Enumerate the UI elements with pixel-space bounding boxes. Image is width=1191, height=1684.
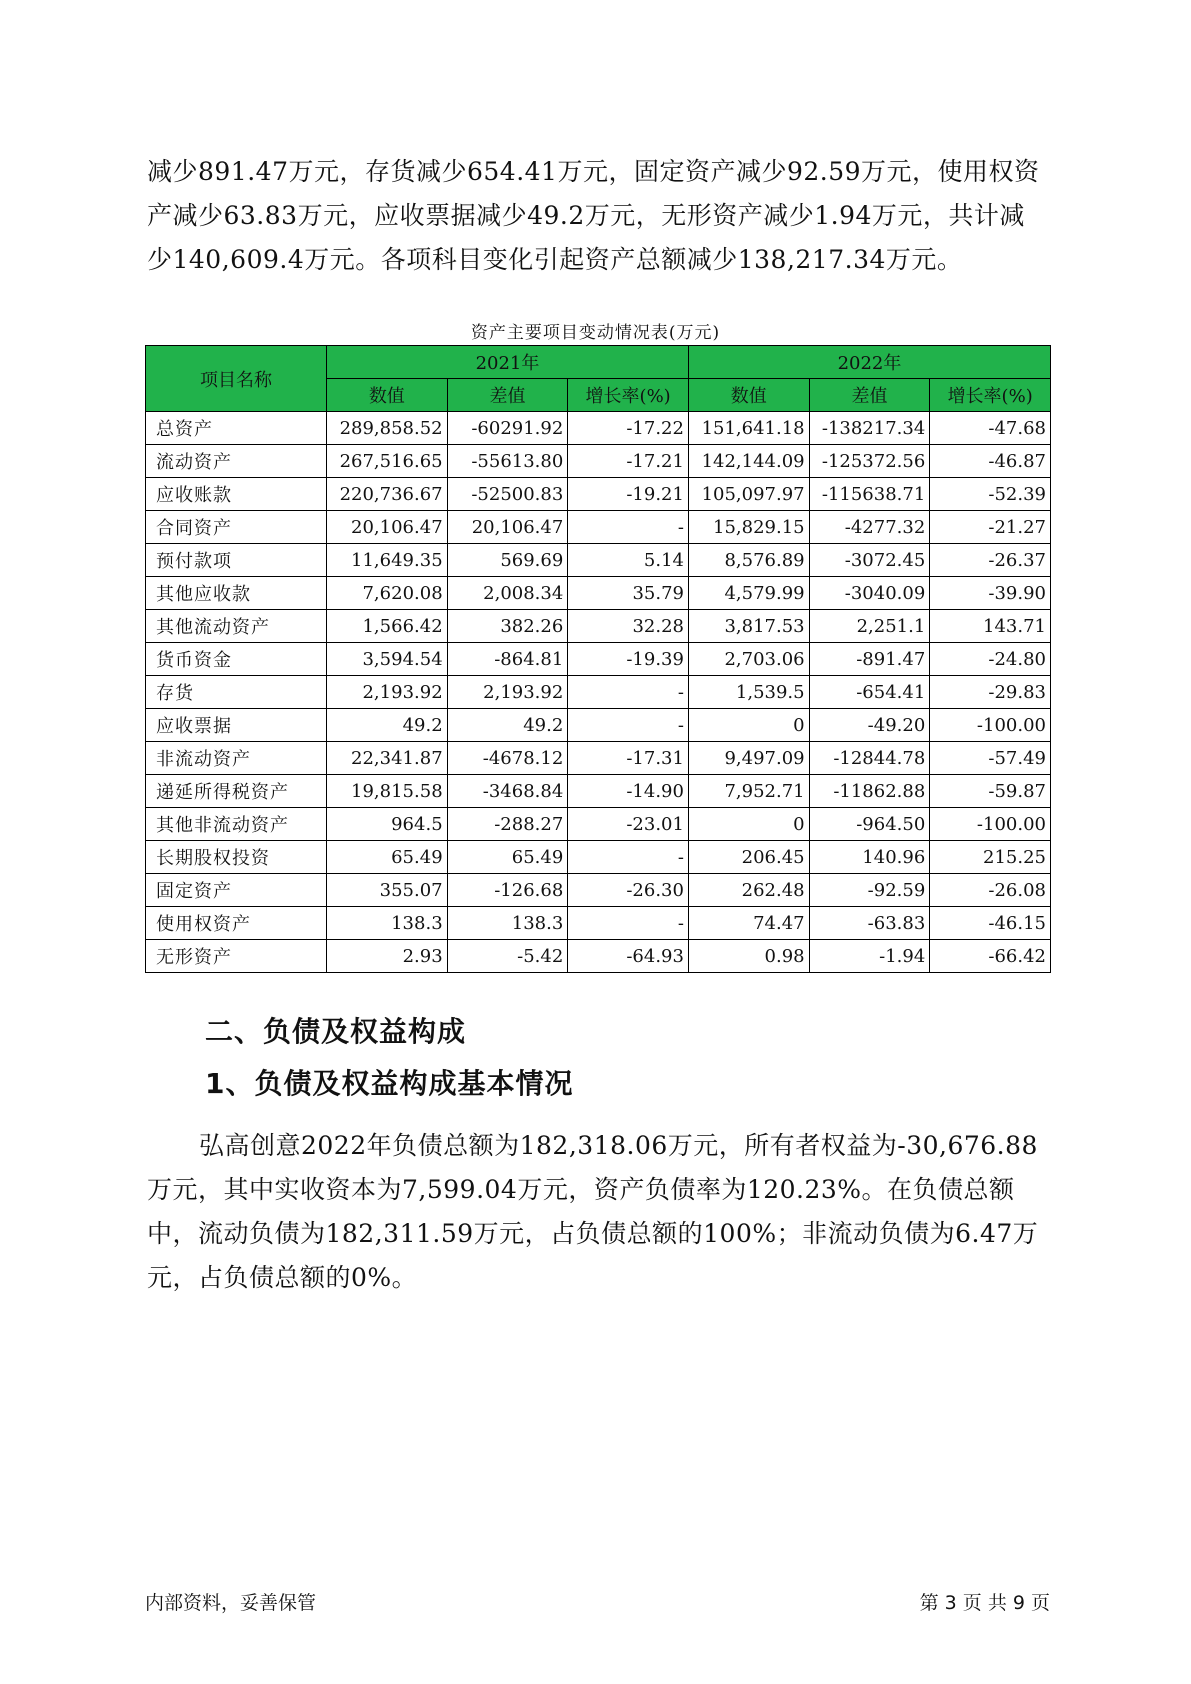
diff-2022: -891.47 (809, 643, 930, 676)
rate-2022: -59.87 (930, 775, 1051, 808)
value-2021: 65.49 (326, 841, 447, 874)
diff-2022: -3040.09 (809, 577, 930, 610)
diff-2021: 569.69 (447, 544, 568, 577)
value-2021: 49.2 (326, 709, 447, 742)
value-2022: 74.47 (688, 907, 809, 940)
diff-2022: -49.20 (809, 709, 930, 742)
rate-2021: - (568, 511, 689, 544)
row-name: 其他流动资产 (146, 610, 327, 643)
header-rate: 增长率(%) (930, 379, 1051, 412)
table-row (146, 511, 1051, 544)
rate-2022: -66.42 (930, 940, 1051, 973)
row-name: 预付款项 (146, 544, 327, 577)
header-diff: 差值 (809, 379, 930, 412)
value-2022: 1,539.5 (688, 676, 809, 709)
diff-2022: -138217.34 (809, 412, 930, 445)
row-name: 其他应收款 (146, 577, 327, 610)
header-value: 数值 (326, 379, 447, 412)
header-rate: 增长率(%) (568, 379, 689, 412)
value-2022: 151,641.18 (688, 412, 809, 445)
table-row (146, 808, 1051, 841)
header-diff: 差值 (447, 379, 568, 412)
value-2021: 22,341.87 (326, 742, 447, 775)
subsection-heading: 1、负债及权益构成基本情况 (205, 1067, 574, 1100)
header-item-name: 项目名称 (146, 346, 327, 412)
rate-2022: -46.87 (930, 445, 1051, 478)
diff-2021: -864.81 (447, 643, 568, 676)
value-2022: 9,497.09 (688, 742, 809, 775)
value-2022: 206.45 (688, 841, 809, 874)
rate-2021: 5.14 (568, 544, 689, 577)
row-name: 合同资产 (146, 511, 327, 544)
section-heading: 二、负债及权益构成 (205, 1015, 467, 1048)
diff-2021: -3468.84 (447, 775, 568, 808)
value-2022: 15,829.15 (688, 511, 809, 544)
value-2021: 138.3 (326, 907, 447, 940)
row-name: 无形资产 (146, 940, 327, 973)
liability-paragraph: 弘高创意2022年负债总额为182,318.06万元，所有者权益为-30,676.88万元，其中实收资本为7,599.04万元，资产负债率为120.23%。在负债总额中，流动负债为182,311.59万元，占负债总额的100%；非流动负债为6.47万元，占负债总额的0%。 (147, 1131, 1039, 1292)
rate-2021: -23.01 (568, 808, 689, 841)
rate-2021: - (568, 841, 689, 874)
diff-2021: -60291.92 (447, 412, 568, 445)
rate-2021: - (568, 907, 689, 940)
rate-2021: -19.39 (568, 643, 689, 676)
asset-change-table (145, 345, 1051, 973)
table-row (146, 940, 1051, 973)
diff-2021: -52500.83 (447, 478, 568, 511)
row-name: 递延所得税资产 (146, 775, 327, 808)
rate-2022: -26.08 (930, 874, 1051, 907)
rate-2022: -39.90 (930, 577, 1051, 610)
rate-2022: -29.83 (930, 676, 1051, 709)
diff-2021: 65.49 (447, 841, 568, 874)
rate-2022: -26.37 (930, 544, 1051, 577)
table-caption: 资产主要项目变动情况表(万元) (470, 323, 721, 343)
rate-2022: 143.71 (930, 610, 1051, 643)
value-2022: 3,817.53 (688, 610, 809, 643)
diff-2021: -288.27 (447, 808, 568, 841)
table-row (146, 742, 1051, 775)
row-name: 固定资产 (146, 874, 327, 907)
rate-2022: -100.00 (930, 808, 1051, 841)
rate-2021: 35.79 (568, 577, 689, 610)
row-name: 其他非流动资产 (146, 808, 327, 841)
rate-2021: -26.30 (568, 874, 689, 907)
value-2021: 11,649.35 (326, 544, 447, 577)
diff-2022: -12844.78 (809, 742, 930, 775)
diff-2022: -964.50 (809, 808, 930, 841)
diff-2021: -4678.12 (447, 742, 568, 775)
diff-2021: 20,106.47 (447, 511, 568, 544)
rate-2022: -100.00 (930, 709, 1051, 742)
table-row (146, 544, 1051, 577)
table-row (146, 676, 1051, 709)
value-2021: 2,193.92 (326, 676, 447, 709)
table-row (146, 445, 1051, 478)
diff-2022: -3072.45 (809, 544, 930, 577)
diff-2021: -5.42 (447, 940, 568, 973)
table-row (146, 412, 1051, 445)
footer-confidential-note: 内部资料，妥善保管 (145, 1592, 317, 1614)
intro-paragraph: 减少891.47万元，存货减少654.41万元，固定资产减少92.59万元，使用权资产减少63.83万元，应收票据减少49.2万元，无形资产减少1.94万元，共计减少140,609.4万元。各项科目变化引起资产总额减少138,217.34万元。 (147, 157, 1040, 274)
value-2021: 220,736.67 (326, 478, 447, 511)
value-2021: 289,858.52 (326, 412, 447, 445)
rate-2021: -17.21 (568, 445, 689, 478)
diff-2022: -92.59 (809, 874, 930, 907)
row-name: 应收账款 (146, 478, 327, 511)
row-name: 流动资产 (146, 445, 327, 478)
table-row (146, 577, 1051, 610)
table-row (146, 478, 1051, 511)
value-2021: 1,566.42 (326, 610, 447, 643)
diff-2021: -55613.80 (447, 445, 568, 478)
value-2021: 964.5 (326, 808, 447, 841)
value-2021: 2.93 (326, 940, 447, 973)
diff-2022: -1.94 (809, 940, 930, 973)
rate-2022: -21.27 (930, 511, 1051, 544)
value-2021: 3,594.54 (326, 643, 447, 676)
table-body (146, 412, 1051, 973)
header-value: 数值 (688, 379, 809, 412)
table-row (146, 643, 1051, 676)
value-2022: 4,579.99 (688, 577, 809, 610)
row-name: 货币资金 (146, 643, 327, 676)
value-2022: 262.48 (688, 874, 809, 907)
table-row (146, 841, 1051, 874)
diff-2022: -63.83 (809, 907, 930, 940)
table-row (146, 907, 1051, 940)
rate-2022: -24.80 (930, 643, 1051, 676)
table-row (146, 874, 1051, 907)
value-2022: 2,703.06 (688, 643, 809, 676)
rate-2022: -52.39 (930, 478, 1051, 511)
rate-2022: 215.25 (930, 841, 1051, 874)
value-2021: 267,516.65 (326, 445, 447, 478)
diff-2022: -115638.71 (809, 478, 930, 511)
rate-2021: -19.21 (568, 478, 689, 511)
row-name: 长期股权投资 (146, 841, 327, 874)
diff-2021: 2,193.92 (447, 676, 568, 709)
rate-2021: -64.93 (568, 940, 689, 973)
value-2021: 19,815.58 (326, 775, 447, 808)
diff-2021: 138.3 (447, 907, 568, 940)
value-2022: 142,144.09 (688, 445, 809, 478)
table-row (146, 610, 1051, 643)
row-name: 应收票据 (146, 709, 327, 742)
diff-2022: -11862.88 (809, 775, 930, 808)
value-2022: 7,952.71 (688, 775, 809, 808)
rate-2021: - (568, 709, 689, 742)
diff-2022: 2,251.1 (809, 610, 930, 643)
rate-2021: -17.31 (568, 742, 689, 775)
value-2021: 355.07 (326, 874, 447, 907)
diff-2021: 382.26 (447, 610, 568, 643)
header-year-2021: 2021年 (326, 346, 688, 379)
row-name: 总资产 (146, 412, 327, 445)
value-2022: 8,576.89 (688, 544, 809, 577)
footer-page-number: 第 3 页 共 9 页 (919, 1592, 1050, 1614)
row-name: 非流动资产 (146, 742, 327, 775)
value-2022: 0.98 (688, 940, 809, 973)
diff-2021: -126.68 (447, 874, 568, 907)
value-2022: 105,097.97 (688, 478, 809, 511)
row-name: 使用权资产 (146, 907, 327, 940)
table-row (146, 709, 1051, 742)
row-name: 存货 (146, 676, 327, 709)
value-2022: 0 (688, 709, 809, 742)
diff-2021: 49.2 (447, 709, 568, 742)
value-2021: 20,106.47 (326, 511, 447, 544)
rate-2022: -57.49 (930, 742, 1051, 775)
rate-2021: 32.28 (568, 610, 689, 643)
value-2022: 0 (688, 808, 809, 841)
value-2021: 7,620.08 (326, 577, 447, 610)
diff-2021: 2,008.34 (447, 577, 568, 610)
diff-2022: -4277.32 (809, 511, 930, 544)
rate-2021: - (568, 676, 689, 709)
table-row (146, 775, 1051, 808)
diff-2022: 140.96 (809, 841, 930, 874)
rate-2022: -46.15 (930, 907, 1051, 940)
diff-2022: -125372.56 (809, 445, 930, 478)
rate-2022: -47.68 (930, 412, 1051, 445)
rate-2021: -14.90 (568, 775, 689, 808)
diff-2022: -654.41 (809, 676, 930, 709)
rate-2021: -17.22 (568, 412, 689, 445)
header-year-2022: 2022年 (688, 346, 1050, 379)
